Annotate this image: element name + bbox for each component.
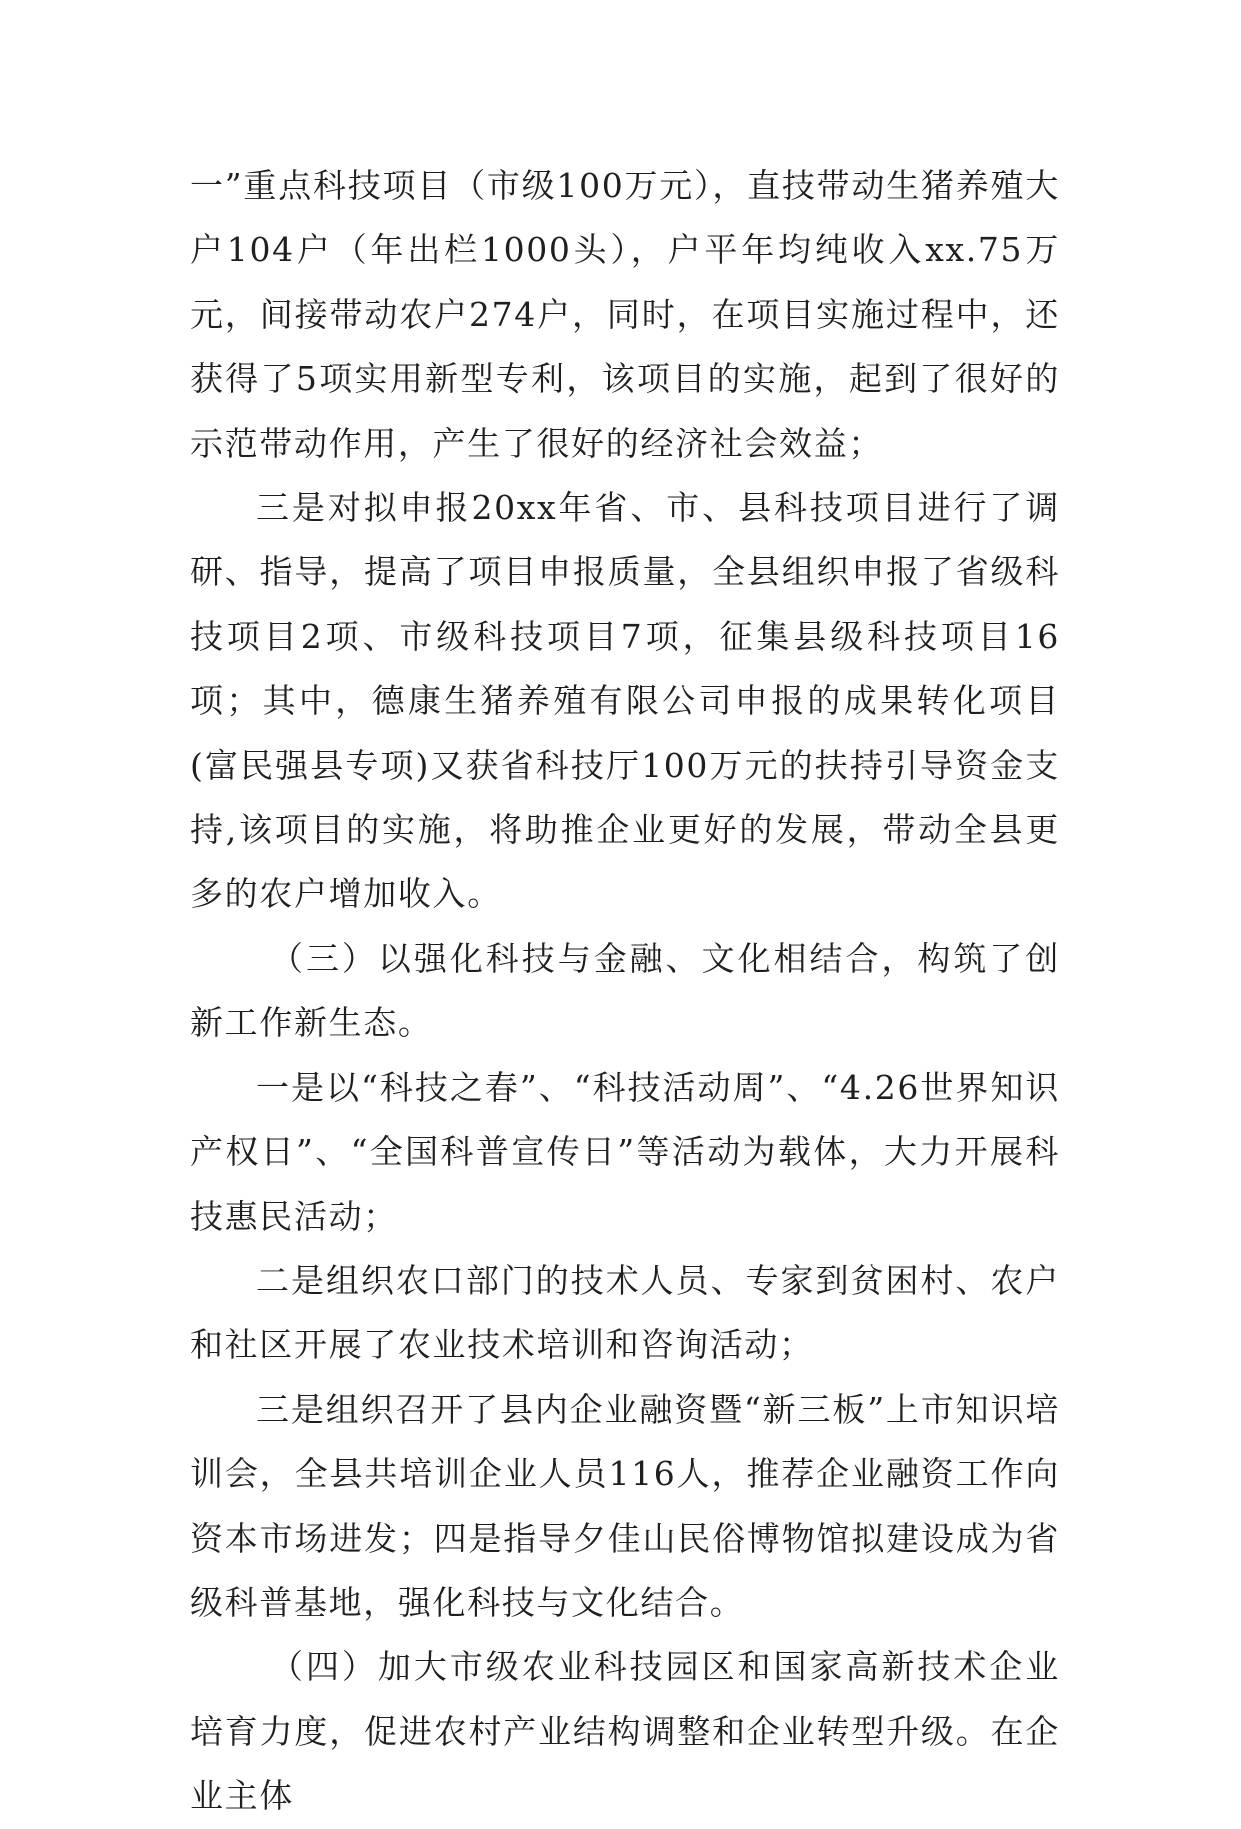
paragraph-item-3: 三是组织召开了县内企业融资暨“新三板”上市知识培训会，全县共培训企业人员116人，推荐企业融资工作向资本市场进发；四是指导夕佳山民俗博物馆拟建设成为省级科普基地，强化科技与文化结合。	[190, 1389, 1060, 1622]
paragraph-item-1: 一是以“科技之春”、“科技活动周”、“4.26世界知识产权日”、“全国科普宣传日”等活动为载体，大力开展科技惠民活动；	[190, 1067, 1060, 1236]
section-heading-3: （三）以强化科技与金融、文化相结合，构筑了创新工作新生态。	[190, 938, 1060, 1043]
paragraph-continuation: 一”重点科技项目（市级100万元），直技带动生猪养殖大户104户（年出栏1000头），户平年均纯收入xx.75万元，间接带动农户274户，同时，在项目实施过程中，还获得了5项实用新型专利，该项目的实施，起到了很好的示范带动作用，产生了很好的经济社会效益；	[190, 166, 1060, 463]
section-heading-4: （四）加大市级农业科技园区和国家高新技术企业培育力度，促进农村产业结构调整和企业转型升级。在企业主体	[190, 1647, 1060, 1816]
paragraph-project-application: 三是对拟申报20xx年省、市、县科技项目进行了调研、指导，提高了项目申报质量，全县组织申报了省级科技项目2项、市级科技项目7项，征集县级科技项目16项；其中，德康生猪养殖有限公司申报的成果转化项目(富民强县专项)又获省科技厅100万元的扶持引导资金支持,该项目的实施，将助推企业更好的发展，带动全县更多的农户增加收入。	[190, 488, 1060, 914]
document-body	[190, 154, 1060, 1829]
paragraph-item-2: 二是组织农口部门的技术人员、专家到贫困村、农户和社区开展了农业技术培训和咨询活动；	[190, 1260, 1060, 1365]
